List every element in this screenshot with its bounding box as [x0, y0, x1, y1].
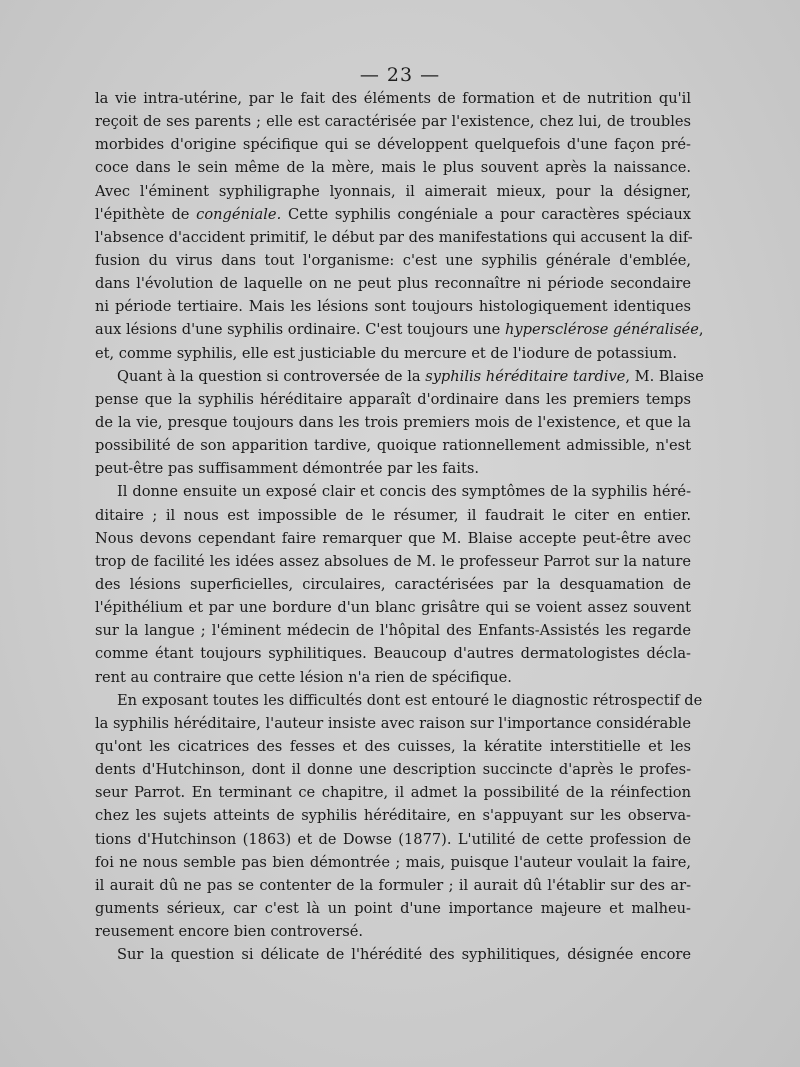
text-line: En exposant toutes les difficultés dont est entouré le diagnostic rétrospectif de — [117, 691, 703, 709]
text-line: et, comme syphilis, elle est justiciable du mercure et de l'iodure de potassium. — [95, 344, 677, 362]
italic-term: congéniale. — [196, 205, 282, 223]
text-line: morbides d'origine spécifique qui se développent quelquefois d'une façon pré- — [95, 136, 691, 154]
text-line: chez les sujets atteints de syphilis héréditaire, en s'appuyant sur les observa- — [95, 807, 691, 825]
text-line: Nous devons cependant faire remarquer que M. Blaise accepte peut-être avec — [95, 529, 691, 547]
text-line — [95, 365, 704, 388]
text-segment: Quant à la question si controversée de la — [117, 367, 426, 385]
body-text — [95, 87, 704, 966]
text-line: coce dans le sein même de la mère, mais le plus souvent après la naissance. — [95, 159, 691, 177]
text-line: fusion du virus dans tout l'organisme: c'est une syphilis générale d'emblée, — [95, 251, 691, 269]
text-segment: l'épithète de — [95, 205, 197, 223]
text-line — [95, 203, 691, 226]
text-line: foi ne nous semble pas bien démontrée ; mais, puisque l'auteur voulait la faire, — [95, 853, 691, 871]
text-line: la vie intra-utérine, par le fait des éléments de formation et de nutrition qu'il — [95, 90, 691, 107]
text-line: dans l'évolution de laquelle on ne peut plus reconnaître ni période secondaire — [95, 275, 691, 293]
text-segment: , M. Blaise — [625, 367, 704, 385]
text-line: sur la langue ; l'éminent médecin de l'hôpital des Enfants-Assistés les regarde — [95, 622, 691, 640]
text-line: rent au contraire que cette lésion n'a rien de spécifique. — [95, 668, 512, 686]
text-line: qu'ont les cicatrices des fesses et des cuisses, la kératite interstitielle et les — [95, 737, 691, 755]
text-line: possibilité de son apparition tardive, quoique rationnellement admissible, n'est — [95, 437, 691, 455]
text-line — [95, 318, 704, 341]
text-segment: , — [698, 321, 704, 339]
text-line: guments sérieux, car c'est là un point d'une importance majeure et malheu- — [95, 899, 691, 917]
text-line: l'épithélium et par une bordure d'un blanc grisâtre qui se voient assez souvent — [95, 599, 691, 617]
text-line: ni période tertiaire. Mais les lésions sont toujours histologiquement identiques — [95, 298, 691, 316]
italic-term: hypersclérose généralisée — [504, 321, 699, 339]
italic-term: syphilis héréditaire tardive — [425, 367, 626, 385]
text-segment: Cette syphilis congéniale a pour caractères spéciaux — [281, 205, 691, 223]
text-line: dents d'Hutchinson, dont il donne une description succincte d'après le profes- — [95, 761, 691, 779]
text-line: reçoit de ses parents ; elle est caractérisée par l'existence, chez lui, de troubles — [95, 113, 691, 131]
text-line: ditaire ; il nous est impossible de le résumer, il faudrait le citer en entier. — [95, 506, 691, 524]
text-line: l'absence d'accident primitif, le début par des manifestations qui accusent la dif- — [95, 228, 693, 246]
text-line: de la vie, presque toujours dans les trois premiers mois de l'existence, et que la — [95, 413, 691, 431]
text-line: Sur la question si délicate de l'hérédité des syphilitiques, désignée encore — [117, 946, 691, 964]
text-line: Avec l'éminent syphiligraphe lyonnais, il aimerait mieux, pour la désigner, — [95, 182, 691, 200]
text-line: des lésions superficielles, circulaires, caractérisées par la desquamation de — [95, 575, 691, 593]
text-line: Il donne ensuite un exposé clair et concis des symptômes de la syphilis héré- — [117, 483, 691, 501]
text-line: peut-être pas suffisamment démontrée par les faits. — [95, 460, 480, 478]
text-line: reusement encore bien controversé. — [95, 923, 364, 941]
text-line: comme étant toujours syphilitiques. Beaucoup d'autres dermatologistes décla- — [95, 645, 691, 663]
text-line: tions d'Hutchinson (1863) et de Dowse (1877). L'utilité de cette profession de — [95, 830, 691, 848]
text-line: il aurait dû ne pas se contenter de la formuler ; il aurait dû l'établir sur des ar- — [95, 876, 691, 894]
text-segment: aux lésions d'une syphilis ordinaire. C'est toujours une — [95, 321, 505, 339]
text-line: seur Parrot. En terminant ce chapitre, il admet la possibilité de la réinfection — [95, 784, 691, 802]
page-number: — 23 — — [359, 64, 441, 86]
text-line: trop de facilité les idées assez absolues de M. le professeur Parrot sur la nature — [95, 552, 691, 570]
text-line: la syphilis héréditaire, l'auteur insiste avec raison sur l'importance considérable — [95, 714, 691, 732]
text-line: pense que la syphilis héréditaire apparaît d'ordinaire dans les premiers temps — [95, 390, 691, 408]
